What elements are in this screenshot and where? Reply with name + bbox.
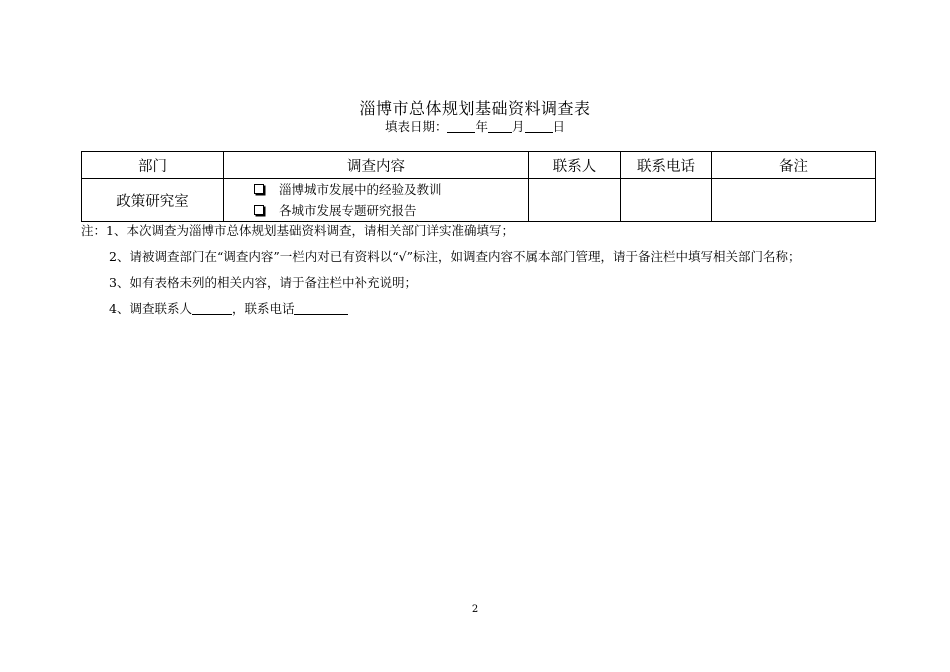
page-number: 2: [471, 604, 479, 615]
survey-items-cell: [224, 179, 529, 222]
year-blank[interactable]: [447, 119, 475, 133]
header-row: [82, 152, 876, 179]
note-4: [109, 299, 348, 317]
fill-date-line: [0, 117, 950, 135]
table-row: [82, 179, 876, 222]
item-label: 淄博城市发展中的经验及教训: [279, 182, 442, 197]
header-contact: 联系人: [529, 152, 621, 179]
note-1-text: 1、本次调查为淄博市总体规划基础资料调查，请相关部门详实准确填写；: [106, 223, 514, 238]
checkbox-icon[interactable]: [254, 205, 264, 215]
day-label: 日: [552, 119, 566, 134]
fill-date-label: 填表日期：: [384, 119, 448, 134]
header-remark: 备注: [712, 152, 876, 179]
note-3: 3、如有表格未列的相关内容，请于备注栏中补充说明；: [109, 275, 417, 290]
note-4-phone-label: ，联系电话: [231, 301, 295, 316]
note-2: 2、请被调查部门在“调查内容”一栏内对已有资料以“√”标注，如调查内容不属本部门管理，请于备注栏中填写相关部门名称；: [109, 249, 801, 264]
note-4-contact-label: 4、调查联系人: [109, 301, 192, 316]
checkbox-icon[interactable]: [254, 184, 264, 194]
survey-table: [81, 151, 876, 222]
contact-phone-blank[interactable]: [294, 301, 348, 315]
note-1: [81, 221, 514, 239]
item-label: 各城市发展专题研究报告: [279, 203, 417, 218]
note-prefix: 注：: [81, 223, 107, 238]
header-department: 部门: [82, 152, 224, 179]
year-label: 年: [475, 119, 488, 134]
list-item[interactable]: [224, 200, 528, 221]
day-blank[interactable]: [525, 119, 553, 133]
remark-cell[interactable]: [712, 179, 876, 222]
phone-cell[interactable]: [621, 179, 712, 222]
header-phone: 联系电话: [621, 152, 712, 179]
month-blank[interactable]: [488, 119, 512, 133]
list-item[interactable]: [224, 179, 528, 200]
contact-person-blank[interactable]: [192, 301, 232, 315]
month-label: 月: [512, 119, 525, 134]
contact-cell[interactable]: [529, 179, 621, 222]
department-cell: 政策研究室: [82, 179, 224, 222]
page-title: 淄博市总体规划基础资料调查表: [359, 99, 591, 118]
header-survey-content: 调查内容: [224, 152, 529, 179]
